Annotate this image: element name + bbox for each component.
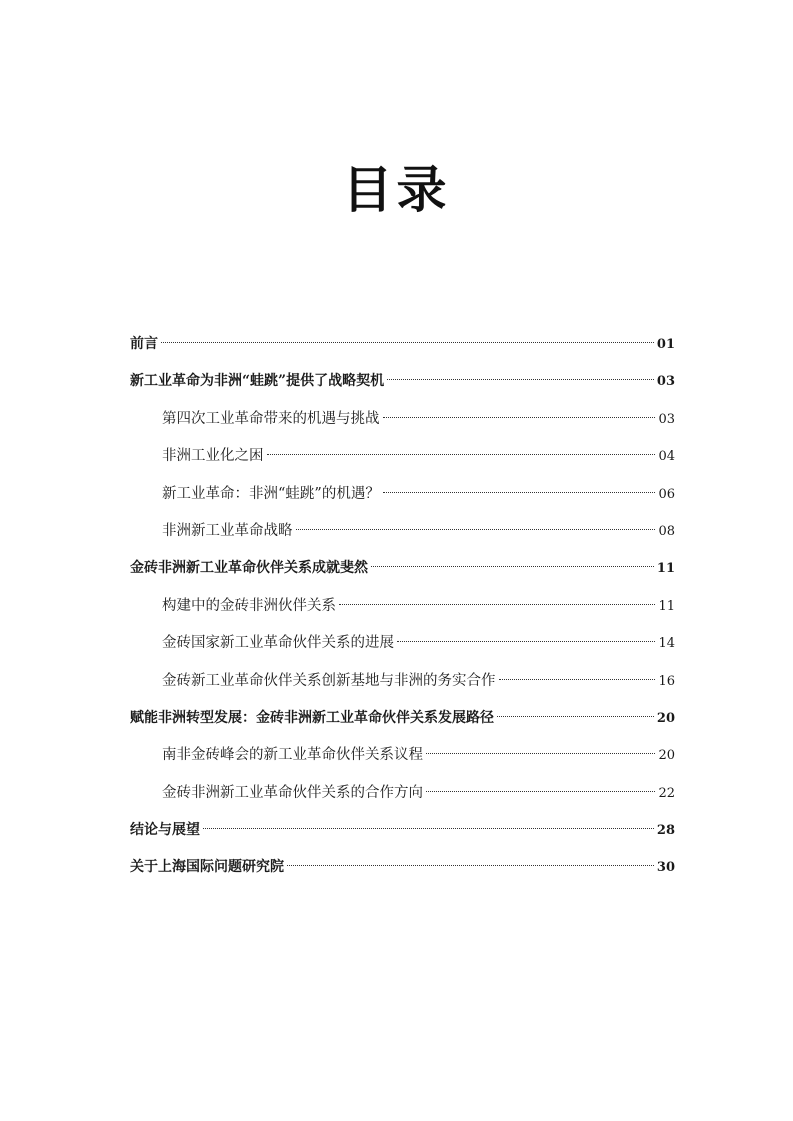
toc-entry-section-2-1[interactable] — [130, 592, 675, 629]
toc-entry-title: 赋能非洲转型发展：金砖非洲新工业革命伙伴关系发展路径 — [130, 709, 494, 726]
toc-entry-preface[interactable] — [130, 330, 675, 367]
toc-dot-leader — [397, 641, 655, 642]
toc-entry-section-1-4[interactable] — [130, 517, 675, 554]
toc-dot-leader — [203, 828, 654, 829]
toc-page-number: 03 — [658, 411, 675, 427]
toc-dot-leader — [161, 342, 654, 343]
toc-entry-section-1-1[interactable] — [130, 405, 675, 442]
toc-page-number: 20 — [656, 710, 675, 726]
toc-entry-title: 关于上海国际问题研究院 — [130, 859, 284, 876]
toc-dot-leader — [426, 791, 655, 792]
toc-dot-leader — [287, 865, 654, 866]
toc-entry-title: 金砖新工业革命伙伴关系创新基地与非洲的务实合作 — [162, 672, 496, 689]
toc-dot-leader — [371, 566, 654, 567]
toc-page-number: 03 — [656, 374, 675, 390]
toc-entry-title: 金砖非洲新工业革命伙伴关系的合作方向 — [162, 784, 423, 801]
toc-entry-section-3-1[interactable] — [130, 741, 675, 778]
toc-entry-section-1-3[interactable] — [130, 480, 675, 517]
toc-entry-chapter-3[interactable] — [130, 704, 675, 741]
toc-dot-leader — [339, 604, 655, 605]
toc-page-number: 04 — [658, 449, 675, 465]
page-title: 目录 — [342, 160, 451, 219]
toc-entry-title: 前言 — [130, 336, 158, 352]
toc-page-number: 20 — [658, 748, 675, 764]
toc-entry-conclusion[interactable] — [130, 816, 675, 853]
toc-entry-title: 第四次工业革命带来的机遇与挑战 — [162, 410, 380, 427]
toc-entry-title: 南非金砖峰会的新工业革命伙伴关系议程 — [162, 747, 423, 764]
toc-entry-section-1-2[interactable] — [130, 442, 675, 479]
toc-page-number: 22 — [658, 785, 675, 801]
toc-page-number: 30 — [656, 860, 675, 876]
toc-dot-leader — [296, 529, 656, 530]
toc-entry-section-2-3[interactable] — [130, 667, 675, 704]
toc-dot-leader — [497, 716, 654, 717]
toc-page-number: 01 — [656, 337, 675, 352]
toc-page-number: 08 — [658, 523, 675, 539]
toc-page-number: 14 — [658, 636, 675, 652]
toc-dot-leader — [387, 379, 654, 380]
toc-dot-leader — [383, 417, 656, 418]
toc-page-number: 28 — [656, 823, 675, 839]
toc-dot-leader — [499, 679, 656, 680]
toc-dot-leader — [383, 492, 656, 493]
toc-page-number: 06 — [658, 486, 675, 502]
toc-entry-title: 非洲新工业革命战略 — [162, 522, 293, 539]
toc-page-number: 11 — [656, 561, 675, 577]
toc-entry-section-3-2[interactable] — [130, 779, 675, 816]
toc-entry-title: 非洲工业化之困 — [162, 448, 264, 465]
toc-entry-about[interactable] — [130, 853, 675, 890]
toc-dot-leader — [426, 753, 655, 754]
toc-entry-title: 金砖国家新工业革命伙伴关系的进展 — [162, 635, 394, 652]
toc-entry-title: 构建中的金砖非洲伙伴关系 — [162, 597, 336, 614]
table-of-contents — [130, 330, 675, 891]
toc-page-number: 11 — [658, 598, 675, 614]
toc-entry-title: 新工业革命：非洲“蛙跳”的机遇？ — [162, 485, 380, 502]
toc-entry-chapter-2[interactable] — [130, 554, 675, 591]
toc-dot-leader — [267, 454, 656, 455]
toc-entry-title: 结论与展望 — [130, 822, 200, 839]
toc-page-number: 16 — [658, 673, 675, 689]
toc-entry-title: 新工业革命为非洲“蛙跳”提供了战略契机 — [130, 373, 385, 390]
toc-entry-section-2-2[interactable] — [130, 629, 675, 666]
toc-entry-chapter-1[interactable] — [130, 367, 675, 404]
toc-entry-title: 金砖非洲新工业革命伙伴关系成就斐然 — [130, 560, 368, 577]
